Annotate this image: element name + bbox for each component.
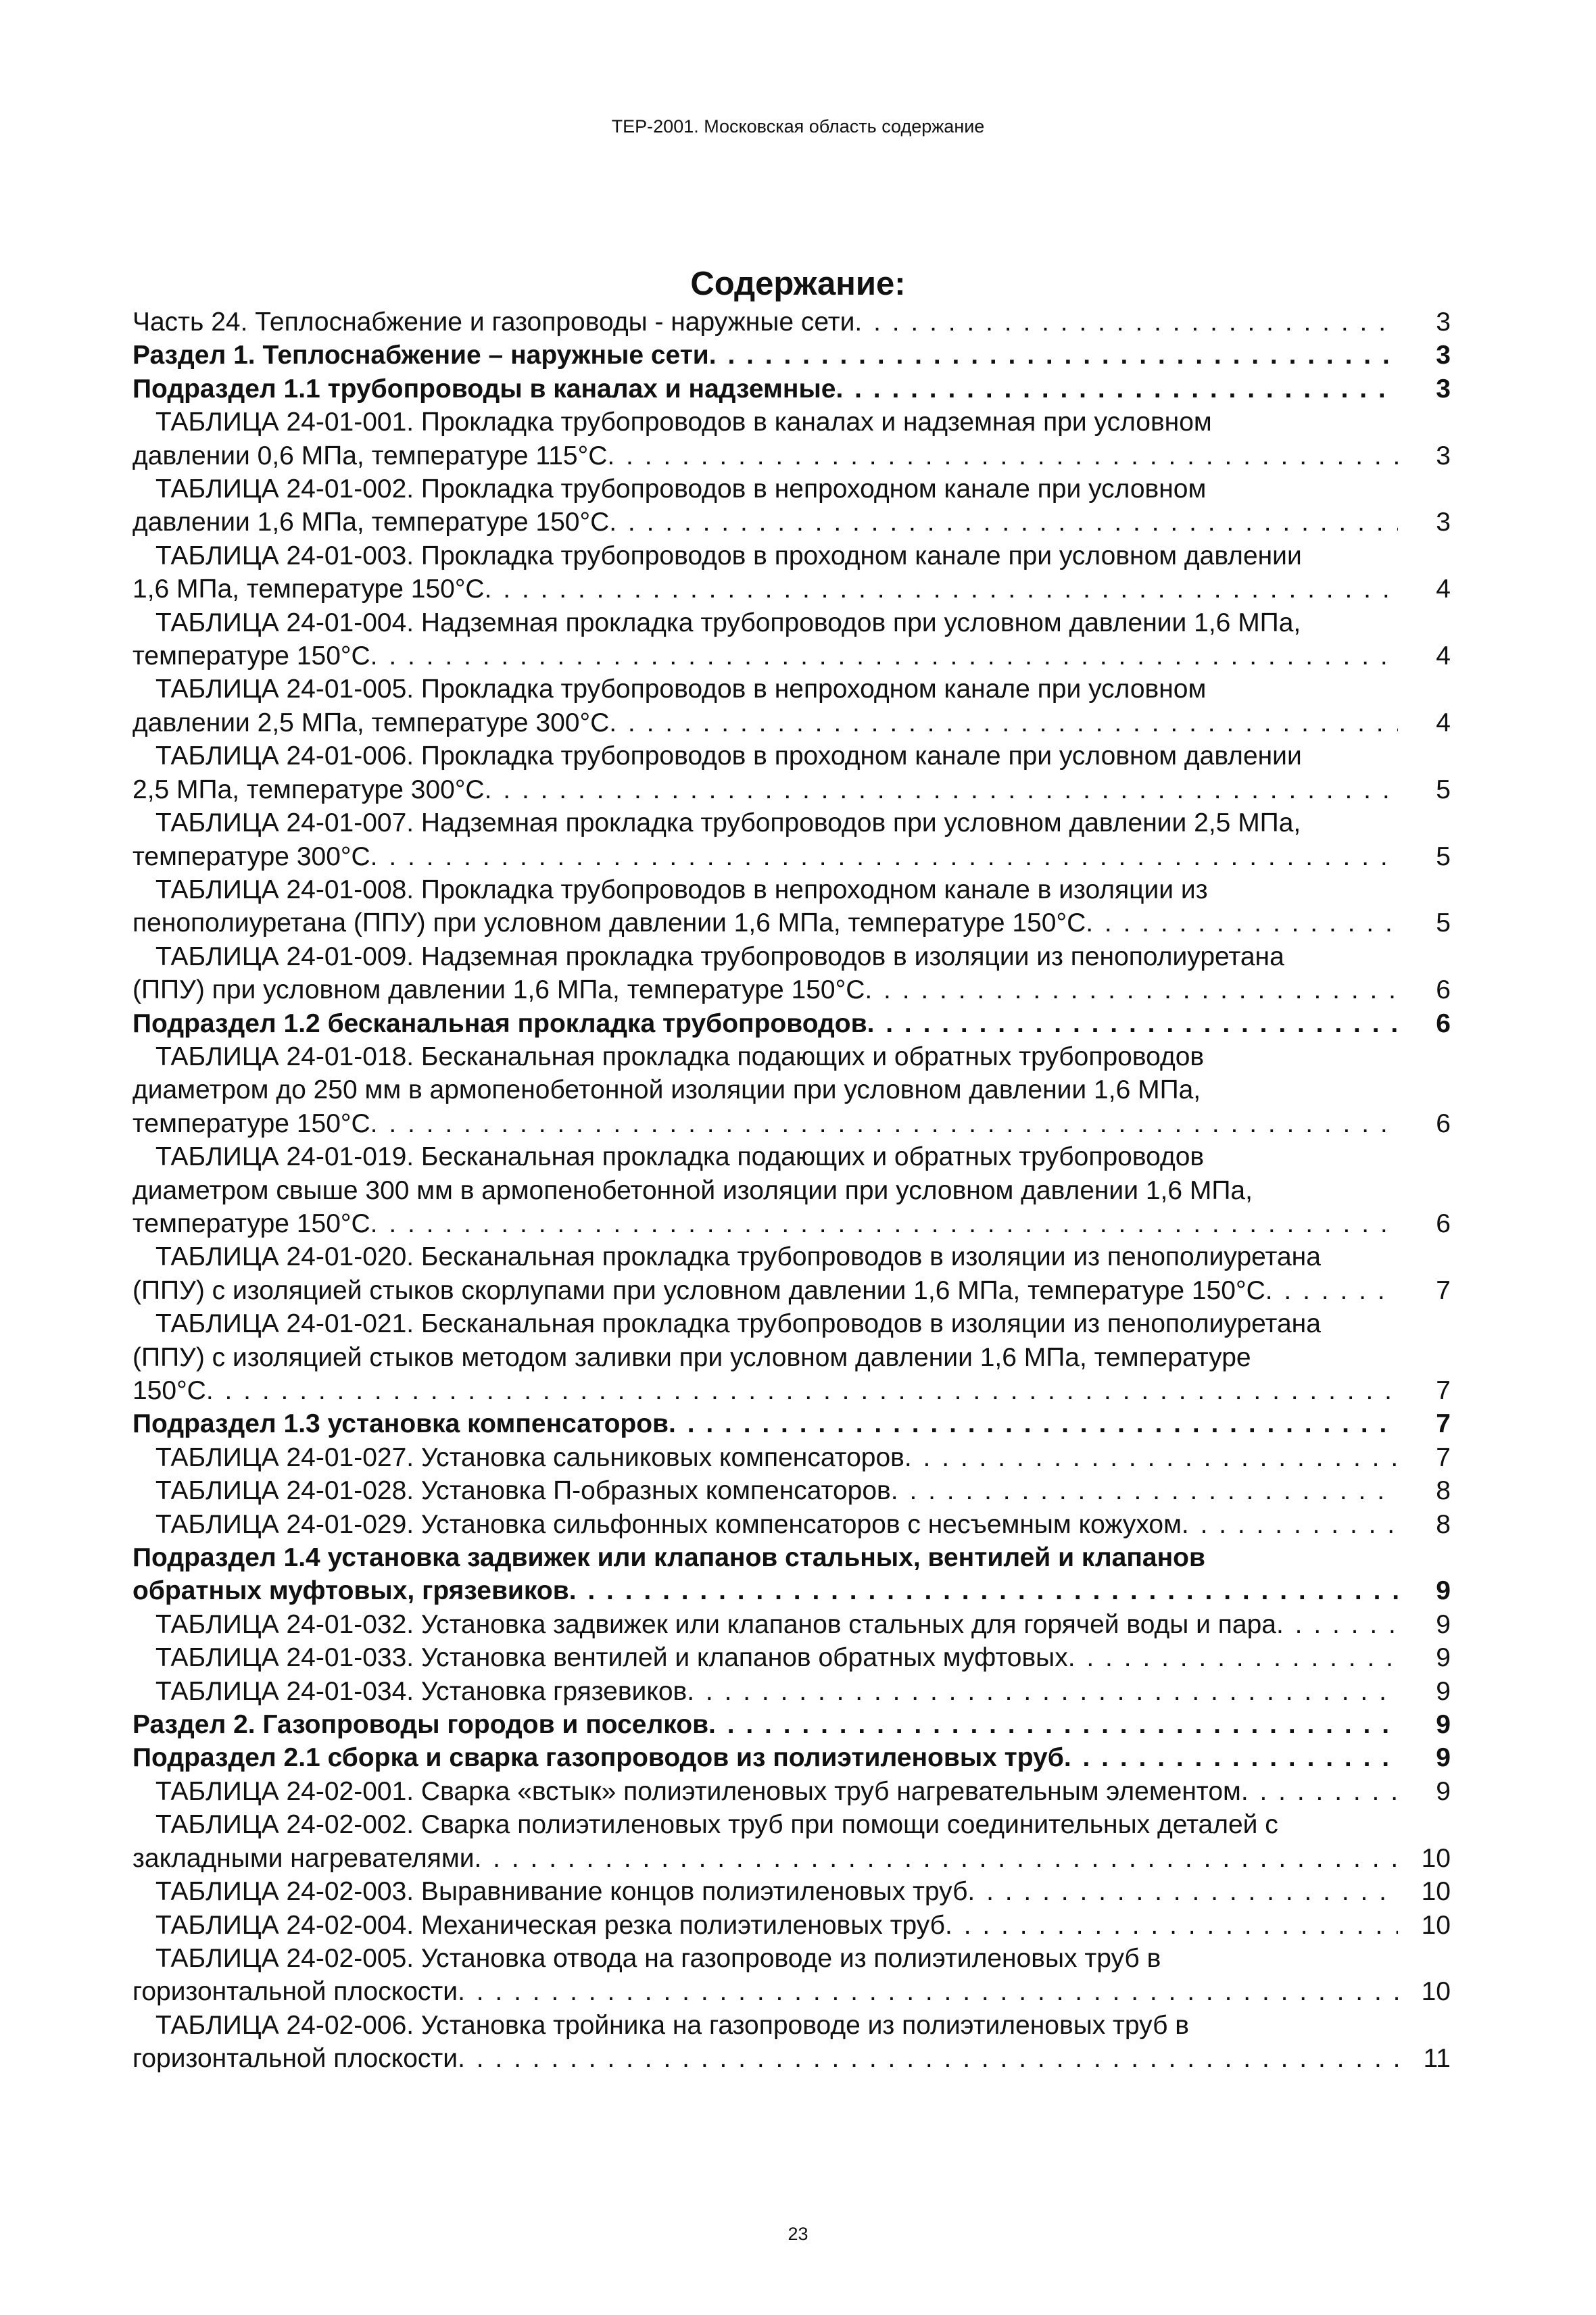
toc-entry-text: закладными нагревателями (132, 1843, 475, 1873)
toc-entry-text: ТАБЛИЦА 24-01-020. Бесканальная прокладка трубопроводов в изоляции из пенополиуретана (155, 1242, 1321, 1272)
toc-entry-text: ТАБЛИЦА 24-01-001. Прокладка трубопроводов в каналах и надземная при условном (155, 408, 1212, 437)
dot-leader (967, 1875, 1398, 1908)
toc-entry[interactable] (132, 1040, 1451, 1140)
dot-leader (609, 506, 1398, 539)
toc-entry-text: ТАБЛИЦА 24-01-021. Бесканальная прокладка трубопроводов в изоляции из пенополиуретана (155, 1309, 1321, 1339)
dot-leader (1086, 906, 1398, 940)
toc-page-number: 3 (1436, 508, 1451, 537)
toc-entry-text: Часть 24. Теплоснабжение и газопроводы - наружные сети (132, 308, 855, 337)
toc-entry-text: температуре 150°С (132, 1108, 370, 1138)
toc-entry[interactable] (132, 1508, 1451, 1541)
toc-entry[interactable] (132, 1808, 1451, 1875)
dot-leader (475, 1842, 1398, 1875)
dot-leader (370, 840, 1398, 873)
toc-entry-text: температуре 150°С (132, 641, 370, 671)
toc-entry-text: пенополиуретана (ППУ) при условном давлении 1,6 МПа, температуре 150°С (132, 908, 1086, 938)
toc-entry[interactable] (132, 1307, 1451, 1407)
dot-leader (687, 1675, 1398, 1708)
dot-leader (865, 973, 1398, 1006)
toc-section-entry[interactable] (132, 372, 1451, 406)
toc-entry-text: Подраздел 1.1 трубопроводы в каналах и надземные (132, 374, 836, 404)
toc-entry[interactable] (132, 606, 1451, 673)
toc-page-number: 10 (1421, 1910, 1451, 1940)
toc-entry[interactable] (132, 873, 1451, 940)
dot-leader (607, 439, 1398, 472)
dot-leader (1068, 1641, 1398, 1674)
toc-page-number: 9 (1436, 1776, 1451, 1806)
page-number: 23 (788, 2224, 808, 2244)
toc-entry-text: ТАБЛИЦА 24-01-007. Надземная прокладка трубопроводов при условном давлении 2,5 МПа, (155, 808, 1301, 838)
toc-page-number: 7 (1436, 1275, 1451, 1305)
toc-page-number: 4 (1436, 575, 1451, 604)
toc-entry-text: Подраздел 2.1 сборка и сварка газопроводов из полиэтиленовых труб (132, 1743, 1064, 1773)
toc-entry[interactable] (132, 1775, 1451, 1808)
toc-page-number: 6 (1436, 1209, 1451, 1238)
dot-leader (709, 339, 1398, 372)
toc-entry-text: ТАБЛИЦА 24-01-028. Установка П-образных компенсаторов (155, 1476, 891, 1506)
toc-entry-text: ТАБЛИЦА 24-02-001. Сварка «встык» полиэтиленовых труб нагревательным элементом (155, 1776, 1241, 1806)
dot-leader (609, 706, 1398, 739)
toc-entry[interactable] (132, 1875, 1451, 1908)
toc-page-number: 3 (1436, 308, 1451, 337)
toc-page-number: 10 (1421, 1877, 1451, 1907)
toc-page-number: 7 (1436, 1376, 1451, 1405)
toc-entry[interactable] (132, 673, 1451, 739)
dot-leader (206, 1374, 1398, 1407)
table-of-contents (132, 306, 1451, 2076)
toc-entry[interactable] (132, 806, 1451, 873)
toc-entry-text: ТАБЛИЦА 24-02-005. Установка отвода на газопроводе из полиэтиленовых труб в (155, 1943, 1161, 1973)
toc-entry-text: ТАБЛИЦА 24-01-009. Надземная прокладка трубопроводов в изоляции из пенополиуретана (155, 942, 1284, 971)
dot-leader (708, 1708, 1398, 1741)
toc-entry-text: давлении 1,6 МПа, температуре 150°С (132, 508, 610, 537)
toc-page-number: 10 (1421, 1977, 1451, 2007)
toc-entry[interactable] (132, 1641, 1451, 1674)
toc-entry-text: (ППУ) при условном давлении 1,6 МПа, температуре 150°С (132, 975, 865, 1005)
toc-entry-text: ТАБЛИЦА 24-01-003. Прокладка трубопроводов в проходном канале при условном давлении (155, 541, 1302, 570)
toc-entry-text: (ППУ) с изоляцией стыков скорлупами при условном давлении 1,6 МПа, температуре 150°С (132, 1275, 1265, 1305)
toc-page-number: 3 (1436, 374, 1451, 404)
dot-leader (458, 1975, 1398, 2008)
dot-leader (1276, 1608, 1398, 1641)
toc-page-number: 5 (1436, 775, 1451, 804)
toc-page-number: 9 (1436, 1643, 1451, 1673)
toc-entry-text: ТАБЛИЦА 24-02-002. Сварка полиэтиленовых труб при помощи соединительных деталей с (155, 1810, 1278, 1840)
toc-entry-text: 150°С (132, 1376, 206, 1405)
dot-leader (458, 2042, 1398, 2075)
toc-page-number: 7 (1436, 1442, 1451, 1472)
toc-entry-text: ТАБЛИЦА 24-01-029. Установка сильфонных компенсаторов с несъемным кожухом (155, 1509, 1182, 1539)
dot-leader (891, 1474, 1398, 1507)
toc-page-number: 3 (1436, 441, 1451, 470)
toc-section-entry[interactable] (132, 1407, 1451, 1440)
toc-page-number: 8 (1436, 1509, 1451, 1539)
toc-section-entry[interactable] (132, 1708, 1451, 1741)
toc-entry[interactable] (132, 1240, 1451, 1307)
toc-entry-text: Раздел 1. Теплоснабжение – наружные сети (132, 341, 709, 370)
toc-entry-text: температуре 300°С (132, 842, 370, 871)
toc-page-number: 7 (1436, 1409, 1451, 1439)
dot-leader (1182, 1508, 1398, 1541)
toc-page-number: 5 (1436, 842, 1451, 871)
toc-entry-text: ТАБЛИЦА 24-01-008. Прокладка трубопроводов в непроходном канале в изоляции из (155, 875, 1208, 904)
dot-leader (485, 773, 1398, 806)
toc-entry-text: 2,5 МПа, температуре 300°С (132, 775, 485, 804)
toc-page-number: 6 (1436, 975, 1451, 1005)
toc-page-number: 6 (1436, 1108, 1451, 1138)
page-title: Содержание: (690, 266, 906, 302)
toc-entry-text: давлении 0,6 МПа, температуре 115°С (132, 441, 608, 470)
toc-entry-text: ТАБЛИЦА 24-01-005. Прокладка трубопроводов в непроходном канале при условном (155, 675, 1207, 704)
toc-entry[interactable] (132, 1909, 1451, 1942)
toc-entry-text: давлении 2,5 МПа, температуре 300°С (132, 708, 610, 737)
toc-page-number: 9 (1436, 1676, 1451, 1706)
toc-entry[interactable] (132, 306, 1451, 339)
dot-leader (945, 1909, 1398, 1942)
toc-entry-text: ТАБЛИЦА 24-01-032. Установка задвижек или клапанов стальных для горячей воды и пара (155, 1609, 1276, 1639)
toc-entry-text: ТАБЛИЦА 24-01-006. Прокладка трубопроводов в проходном канале при условном давлении (155, 741, 1302, 771)
toc-entry-text: горизонтальной плоскости (132, 1977, 458, 2007)
toc-entry-text: ТАБЛИЦА 24-01-033. Установка вентилей и клапанов обратных муфтовых (155, 1643, 1068, 1673)
dot-leader (904, 1441, 1398, 1474)
toc-entry-text: Раздел 2. Газопроводы городов и поселков (132, 1710, 709, 1740)
toc-entry-text: диаметром до 250 мм в армопенобетонной изоляции при условном давлении 1,6 МПа, (132, 1075, 1201, 1105)
toc-entry-text: ТАБЛИЦА 24-01-002. Прокладка трубопроводов в непроходном канале при условном (155, 474, 1207, 504)
toc-entry[interactable] (132, 940, 1451, 1007)
dot-leader (569, 1574, 1398, 1607)
toc-entry[interactable] (132, 1942, 1451, 2009)
toc-entry-text: ТАБЛИЦА 24-01-019. Бесканальная прокладка подающих и обратных трубопроводов (155, 1142, 1205, 1172)
toc-page-number: 5 (1436, 908, 1451, 938)
toc-entry-text: Подраздел 1.2 бесканальная прокладка трубопроводов (132, 1008, 867, 1038)
toc-entry[interactable] (132, 1675, 1451, 1708)
toc-section-entry[interactable] (132, 1007, 1451, 1040)
toc-entry-text: 1,6 МПа, температуре 150°С (132, 575, 485, 604)
toc-entry[interactable] (132, 1474, 1451, 1507)
toc-entry-text: ТАБЛИЦА 24-01-018. Бесканальная прокладка подающих и обратных трубопроводов (155, 1042, 1205, 1071)
dot-leader (836, 372, 1398, 406)
running-header: ТЕР-2001. Московская область содержание (611, 116, 985, 137)
toc-entry[interactable] (132, 1140, 1451, 1240)
dot-leader (1265, 1274, 1398, 1307)
toc-entry-text: ТАБЛИЦА 24-02-003. Выравнивание концов полиэтиленовых труб (155, 1877, 968, 1907)
toc-entry[interactable] (132, 739, 1451, 806)
toc-page-number: 9 (1436, 1743, 1451, 1773)
dot-leader (370, 1107, 1398, 1140)
toc-page-number: 9 (1436, 1609, 1451, 1639)
toc-page-number: 3 (1436, 341, 1451, 370)
toc-entry[interactable] (132, 472, 1451, 539)
toc-entry-text: ТАБЛИЦА 24-02-004. Механическая резка полиэтиленовых труб (155, 1910, 946, 1940)
toc-page-number: 4 (1436, 708, 1451, 737)
dot-leader (854, 306, 1398, 339)
toc-entry-text: горизонтальной плоскости (132, 2044, 458, 2074)
toc-section-entry[interactable] (132, 1741, 1451, 1774)
toc-entry-text: обратных муфтовых, грязевиков (132, 1576, 569, 1606)
toc-entry-text: ТАБЛИЦА 24-01-027. Установка сальниковых компенсаторов (155, 1442, 904, 1472)
toc-entry-text: температуре 150°С (132, 1209, 370, 1238)
toc-entry-text: (ППУ) с изоляцией стыков методом заливки при условном давлении 1,6 МПа, температуре (132, 1342, 1251, 1372)
toc-page-number: 6 (1436, 1008, 1451, 1038)
toc-entry-text: ТАБЛИЦА 24-01-034. Установка грязевиков (155, 1676, 687, 1706)
toc-section-entry[interactable] (132, 339, 1451, 372)
toc-page-number: 10 (1421, 1843, 1451, 1873)
dot-leader (1241, 1775, 1398, 1808)
dot-leader (370, 1207, 1398, 1240)
toc-entry-text: диаметром свыше 300 мм в армопенобетонной изоляции при условном давлении 1,6 МПа, (132, 1175, 1253, 1205)
dot-leader (1064, 1741, 1398, 1774)
toc-page-number: 9 (1436, 1576, 1451, 1606)
dot-leader (485, 572, 1398, 606)
toc-page-number: 8 (1436, 1476, 1451, 1506)
toc-page-number: 9 (1436, 1710, 1451, 1740)
toc-entry[interactable] (132, 1441, 1451, 1474)
toc-entry[interactable] (132, 539, 1451, 606)
toc-entry[interactable] (132, 406, 1451, 472)
toc-entry-text: Подраздел 1.4 установка задвижек или клапанов стальных, вентилей и клапанов (132, 1543, 1205, 1573)
dot-leader (669, 1407, 1398, 1440)
dot-leader (867, 1007, 1398, 1040)
toc-entry-text: Подраздел 1.3 установка компенсаторов (132, 1409, 669, 1439)
toc-entry-text: ТАБЛИЦА 24-02-006. Установка тройника на газопроводе из полиэтиленовых труб в (155, 2010, 1189, 2040)
toc-section-entry[interactable] (132, 1541, 1451, 1608)
toc-page-number: 4 (1436, 641, 1451, 671)
dot-leader (370, 639, 1398, 673)
toc-page-number: 11 (1423, 2044, 1451, 2074)
toc-entry-text: ТАБЛИЦА 24-01-004. Надземная прокладка трубопроводов при условном давлении 1,6 МПа, (155, 608, 1301, 637)
toc-entry[interactable] (132, 1608, 1451, 1641)
toc-entry[interactable] (132, 2009, 1451, 2076)
